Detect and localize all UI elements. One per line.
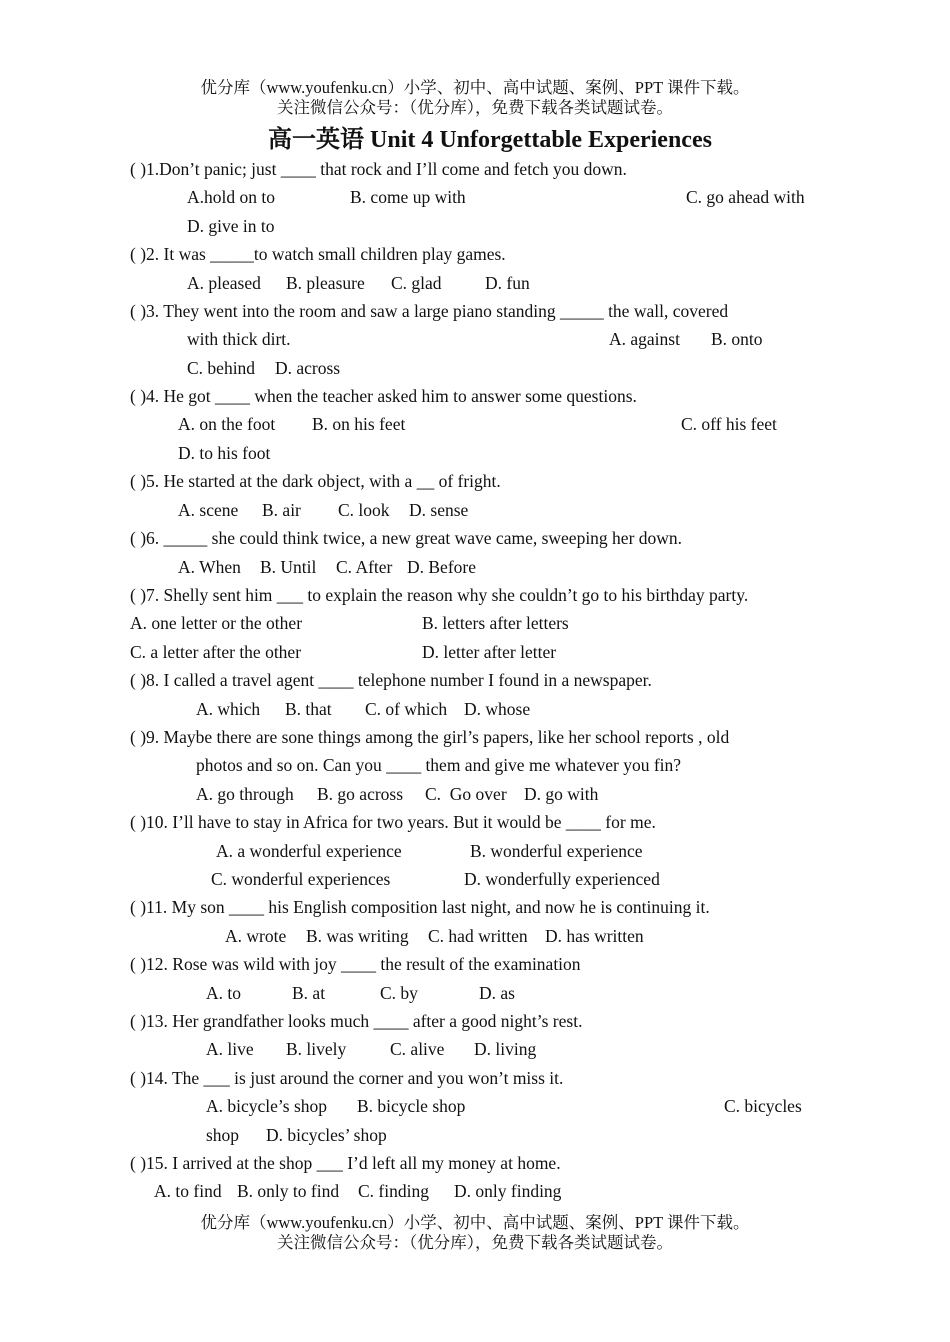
q1-option-a: A.hold on to <box>187 187 275 207</box>
q5-stem: ( )5. He started at the dark object, with a __ of fright. <box>130 471 501 491</box>
q4-option-d: D. to his foot <box>178 443 271 463</box>
q15-option-b: B. only to find <box>237 1181 340 1201</box>
footer-line-2: 关注微信公众号：（优分库），免费下载各类试题试卷。 <box>277 1233 673 1252</box>
q7-option-d: D. letter after letter <box>422 642 557 662</box>
q4-option-b: B. on his feet <box>312 414 406 434</box>
q9-stem-continued: photos and so on. Can you ____ them and give me whatever you fin? <box>196 755 682 775</box>
q6-option-d: D. Before <box>407 557 477 577</box>
q11-option-a: A. wrote <box>225 926 287 946</box>
q5-option-d: D. sense <box>409 500 469 520</box>
q12-option-b: B. at <box>292 983 326 1003</box>
q7-option-c: C. a letter after the other <box>130 642 302 662</box>
q10-option-b: B. wonderful experience <box>470 841 643 861</box>
q3-option-b: B. onto <box>711 329 763 349</box>
q14-stem: ( )14. The ___ is just around the corner and you won’t miss it. <box>130 1068 564 1088</box>
q2-option-b: B. pleasure <box>286 273 365 293</box>
q8-option-a: A. which <box>196 699 261 719</box>
q4-option-a: A. on the foot <box>178 414 276 434</box>
q13-option-d: D. living <box>474 1039 537 1059</box>
q13-option-a: A. live <box>206 1039 254 1059</box>
q2-option-d: D. fun <box>485 273 530 293</box>
q3-option-d: D. across <box>275 358 341 378</box>
q7-option-b: B. letters after letters <box>422 613 569 633</box>
q14-option-c-continued: shop <box>206 1125 240 1145</box>
q7-stem: ( )7. Shelly sent him ___ to explain the reason why she couldn’t go to his birthday party. <box>130 585 749 605</box>
q7-option-a: A. one letter or the other <box>130 613 303 633</box>
q8-option-b: B. that <box>285 699 332 719</box>
q4-option-c: C. off his feet <box>681 414 777 434</box>
q9-option-d: D. go with <box>524 784 599 804</box>
q3-stem-continued: with thick dirt. <box>187 329 291 349</box>
q1-option-c: C. go ahead with <box>686 187 805 207</box>
q6-option-a: A. When <box>178 557 241 577</box>
q13-stem: ( )13. Her grandfather looks much ____ after a good night’s rest. <box>130 1011 583 1031</box>
q9-option-b: B. go across <box>317 784 404 804</box>
q12-option-c: C. by <box>380 983 418 1003</box>
q9-option-a: A. go through <box>196 784 294 804</box>
q4-stem: ( )4. He got ____ when the teacher asked him to answer some questions. <box>130 386 637 406</box>
q8-option-c: C. of which <box>365 699 448 719</box>
q3-option-a: A. against <box>609 329 680 349</box>
q5-option-a: A. scene <box>178 500 239 520</box>
q2-option-c: C. glad <box>391 273 442 293</box>
q10-option-d: D. wonderfully experienced <box>464 869 660 889</box>
q14-option-b: B. bicycle shop <box>357 1096 466 1116</box>
q1-stem: ( )1.Don’t panic; just ____ that rock and I’ll come and fetch you down. <box>130 159 627 179</box>
q8-stem: ( )8. I called a travel agent ____ telephone number I found in a newspaper. <box>130 670 652 690</box>
page-title: 高一英语 Unit 4 Unforgettable Experiences <box>268 127 712 153</box>
q3-stem: ( )3. They went into the room and saw a large piano standing _____ the wall, covered <box>130 301 729 321</box>
q15-option-c: C. finding <box>358 1181 429 1201</box>
q11-option-c: C. had written <box>428 926 528 946</box>
q14-option-c: C. bicycles <box>724 1096 802 1116</box>
q14-option-d: D. bicycles’ shop <box>266 1125 387 1145</box>
q12-stem: ( )12. Rose was wild with joy ____ the result of the examination <box>130 954 581 974</box>
q6-option-c: C. After <box>336 557 393 577</box>
q1-option-b: B. come up with <box>350 187 466 207</box>
q12-option-a: A. to <box>206 983 241 1003</box>
footer-line-1: 优分库（www.youfenku.cn）小学、初中、高中试题、案例、PPT 课件下载。 <box>200 1213 750 1232</box>
q11-option-b: B. was writing <box>306 926 409 946</box>
q15-option-a: A. to find <box>154 1181 222 1201</box>
q14-option-a: A. bicycle’s shop <box>206 1096 328 1116</box>
q6-option-b: B. Until <box>260 557 317 577</box>
q13-option-b: B. lively <box>286 1039 347 1059</box>
header-line-2: 关注微信公众号：（优分库），免费下载各类试题试卷。 <box>277 98 673 117</box>
header-line-1: 优分库（www.youfenku.cn）小学、初中、高中试题、案例、PPT 课件下载。 <box>200 78 750 97</box>
q10-option-a: A. a wonderful experience <box>216 841 402 861</box>
q11-stem: ( )11. My son ____ his English composition last night, and now he is continuing it. <box>130 897 710 917</box>
q12-option-d: D. as <box>479 983 515 1003</box>
q2-stem: ( )2. It was _____to watch small children play games. <box>130 244 506 264</box>
q8-option-d: D. whose <box>464 699 531 719</box>
q5-option-c: C. look <box>338 500 390 520</box>
q6-stem: ( )6. _____ she could think twice, a new great wave came, sweeping her down. <box>130 528 683 548</box>
q9-stem: ( )9. Maybe there are sone things among the girl’s papers, like her school reports , old <box>130 727 730 747</box>
q2-option-a: A. pleased <box>187 273 261 293</box>
q3-option-c: C. behind <box>187 358 256 378</box>
q10-stem: ( )10. I’ll have to stay in Africa for two years. But it would be ____ for me. <box>130 812 656 832</box>
q9-option-c: C. Go over <box>425 784 507 804</box>
q13-option-c: C. alive <box>390 1039 445 1059</box>
q15-option-d: D. only finding <box>454 1181 562 1201</box>
q11-option-d: D. has written <box>545 926 644 946</box>
q15-stem: ( )15. I arrived at the shop ___ I’d left all my money at home. <box>130 1153 561 1173</box>
q1-option-d: D. give in to <box>187 216 275 236</box>
q10-option-c: C. wonderful experiences <box>211 869 391 889</box>
q5-option-b: B. air <box>262 500 301 520</box>
